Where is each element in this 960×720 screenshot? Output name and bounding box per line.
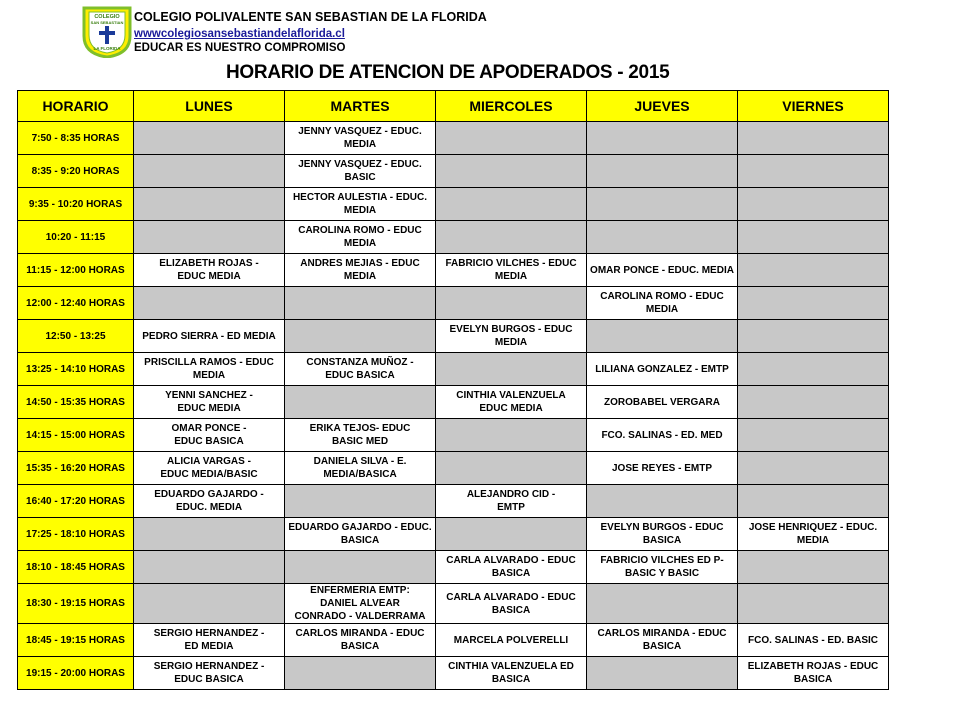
empty-slot-cell [738, 452, 889, 485]
empty-slot-cell [738, 419, 889, 452]
empty-slot-cell [134, 287, 285, 320]
time-slot-cell: 14:50 - 15:35 HORAS [18, 386, 134, 419]
teacher-slot-cell: EVELYN BURGOS - EDUC BASICA [587, 518, 738, 551]
school-website-link[interactable]: wwwcolegiosansebastiandelaflorida.cl [134, 28, 345, 40]
time-slot-cell: 12:50 - 13:25 [18, 320, 134, 353]
empty-slot-cell [738, 287, 889, 320]
time-slot-cell: 13:25 - 14:10 HORAS [18, 353, 134, 386]
logo-text-mid: SAN SEBASTIAN [90, 20, 124, 25]
empty-slot-cell [285, 551, 436, 584]
table-row [18, 188, 889, 221]
teacher-slot-cell: CARLA ALVARADO - EDUC BASICA [436, 584, 587, 624]
empty-slot-cell [134, 551, 285, 584]
teacher-slot-cell: JOSE HENRIQUEZ - EDUC. MEDIA [738, 518, 889, 551]
teacher-slot-cell: FCO. SALINAS - ED. MED [587, 419, 738, 452]
table-row [18, 452, 889, 485]
teacher-slot-cell: JENNY VASQUEZ - EDUC. BASIC [285, 155, 436, 188]
empty-slot-cell [738, 188, 889, 221]
teacher-slot-cell: CINTHIA VALENZUELA ED BASICA [436, 657, 587, 690]
teacher-slot-cell: CONSTANZA MUÑOZ - EDUC BASICA [285, 353, 436, 386]
teacher-slot-cell: CAROLINA ROMO - EDUC MEDIA [285, 221, 436, 254]
teacher-slot-cell: EVELYN BURGOS - EDUC MEDIA [436, 320, 587, 353]
time-slot-cell: 14:15 - 15:00 HORAS [18, 419, 134, 452]
empty-slot-cell [134, 188, 285, 221]
time-slot-cell: 15:35 - 16:20 HORAS [18, 452, 134, 485]
teacher-slot-cell: ELIZABETH ROJAS - EDUC MEDIA [134, 254, 285, 287]
teacher-slot-cell: HECTOR AULESTIA - EDUC. MEDIA [285, 188, 436, 221]
time-slot-cell: 9:35 - 10:20 HORAS [18, 188, 134, 221]
time-slot-cell: 12:00 - 12:40 HORAS [18, 287, 134, 320]
teacher-slot-cell: ANDRES MEJIAS - EDUC MEDIA [285, 254, 436, 287]
empty-slot-cell [436, 419, 587, 452]
empty-slot-cell [587, 320, 738, 353]
time-slot-cell: 8:35 - 9:20 HORAS [18, 155, 134, 188]
column-header-horario: HORARIO [18, 91, 134, 122]
logo-text-top: COLEGIO [94, 14, 120, 20]
teacher-slot-cell: ERIKA TEJOS- EDUC BASIC MED [285, 419, 436, 452]
teacher-slot-cell: ZOROBABEL VERGARA [587, 386, 738, 419]
empty-slot-cell [285, 485, 436, 518]
table-row [18, 221, 889, 254]
empty-slot-cell [134, 122, 285, 155]
empty-slot-cell [738, 122, 889, 155]
empty-slot-cell [436, 122, 587, 155]
empty-slot-cell [738, 386, 889, 419]
empty-slot-cell [436, 155, 587, 188]
school-name: COLEGIO POLIVALENTE SAN SEBASTIAN DE LA FLORIDA [134, 10, 487, 24]
table-row [18, 122, 889, 155]
empty-slot-cell [134, 584, 285, 624]
teacher-slot-cell: CARLOS MIRANDA - EDUC BASICA [285, 624, 436, 657]
empty-slot-cell [738, 254, 889, 287]
table-row [18, 485, 889, 518]
column-header-day: MARTES [285, 91, 436, 122]
empty-slot-cell [436, 452, 587, 485]
teacher-slot-cell: LILIANA GONZALEZ - EMTP [587, 353, 738, 386]
empty-slot-cell [738, 221, 889, 254]
table-row [18, 386, 889, 419]
empty-slot-cell [587, 221, 738, 254]
teacher-slot-cell: PRISCILLA RAMOS - EDUC MEDIA [134, 353, 285, 386]
time-slot-cell: 11:15 - 12:00 HORAS [18, 254, 134, 287]
empty-slot-cell [285, 320, 436, 353]
empty-slot-cell [436, 188, 587, 221]
school-motto: EDUCAR ES NUESTRO COMPROMISO [134, 42, 346, 54]
teacher-slot-cell: MARCELA POLVERELLI [436, 624, 587, 657]
table-row [18, 584, 889, 624]
table-row [18, 624, 889, 657]
empty-slot-cell [285, 657, 436, 690]
teacher-slot-cell: CARLA ALVARADO - EDUC BASICA [436, 551, 587, 584]
table-row [18, 353, 889, 386]
empty-slot-cell [285, 386, 436, 419]
table-row [18, 518, 889, 551]
empty-slot-cell [587, 122, 738, 155]
empty-slot-cell [285, 287, 436, 320]
empty-slot-cell [738, 320, 889, 353]
time-slot-cell: 18:10 - 18:45 HORAS [18, 551, 134, 584]
empty-slot-cell [738, 584, 889, 624]
table-row [18, 254, 889, 287]
column-header-day: LUNES [134, 91, 285, 122]
empty-slot-cell [587, 188, 738, 221]
teacher-slot-cell: SERGIO HERNANDEZ - ED MEDIA [134, 624, 285, 657]
time-slot-cell: 16:40 - 17:20 HORAS [18, 485, 134, 518]
empty-slot-cell [436, 353, 587, 386]
empty-slot-cell [436, 221, 587, 254]
teacher-slot-cell: OMAR PONCE - EDUC. MEDIA [587, 254, 738, 287]
column-header-day: VIERNES [738, 91, 889, 122]
teacher-slot-cell: JENNY VASQUEZ - EDUC. MEDIA [285, 122, 436, 155]
document-title: HORARIO DE ATENCION DE APODERADOS - 2015 [226, 62, 670, 83]
time-slot-cell: 19:15 - 20:00 HORAS [18, 657, 134, 690]
teacher-slot-cell: ALICIA VARGAS - EDUC MEDIA/BASIC [134, 452, 285, 485]
teacher-slot-cell: CARLOS MIRANDA - EDUC BASICA [587, 624, 738, 657]
column-header-day: MIERCOLES [436, 91, 587, 122]
empty-slot-cell [587, 584, 738, 624]
empty-slot-cell [738, 353, 889, 386]
logo-text-bottom: LA FLORIDA [93, 46, 121, 51]
teacher-slot-cell: YENNI SANCHEZ - EDUC MEDIA [134, 386, 285, 419]
teacher-slot-cell: EDUARDO GAJARDO - EDUC. BASICA [285, 518, 436, 551]
teacher-slot-cell: OMAR PONCE - EDUC BASICA [134, 419, 285, 452]
teacher-slot-cell: PEDRO SIERRA - ED MEDIA [134, 320, 285, 353]
time-slot-cell: 7:50 - 8:35 HORAS [18, 122, 134, 155]
empty-slot-cell [738, 551, 889, 584]
table-row [18, 419, 889, 452]
empty-slot-cell [134, 221, 285, 254]
table-row [18, 657, 889, 690]
schedule-table [17, 90, 889, 690]
table-row [18, 320, 889, 353]
empty-slot-cell [587, 485, 738, 518]
teacher-slot-cell: ALEJANDRO CID - EMTP [436, 485, 587, 518]
school-logo [82, 6, 132, 58]
empty-slot-cell [587, 657, 738, 690]
teacher-slot-cell: EDUARDO GAJARDO - EDUC. MEDIA [134, 485, 285, 518]
empty-slot-cell [587, 155, 738, 188]
time-slot-cell: 17:25 - 18:10 HORAS [18, 518, 134, 551]
column-header-day: JUEVES [587, 91, 738, 122]
teacher-slot-cell: CINTHIA VALENZUELA EDUC MEDIA [436, 386, 587, 419]
teacher-slot-cell: FABRICIO VILCHES - EDUC MEDIA [436, 254, 587, 287]
empty-slot-cell [436, 518, 587, 551]
table-row [18, 155, 889, 188]
teacher-slot-cell: FCO. SALINAS - ED. BASIC [738, 624, 889, 657]
teacher-slot-cell: CAROLINA ROMO - EDUC MEDIA [587, 287, 738, 320]
teacher-slot-cell: SERGIO HERNANDEZ - EDUC BASICA [134, 657, 285, 690]
teacher-slot-cell: FABRICIO VILCHES ED P- BASIC Y BASIC [587, 551, 738, 584]
time-slot-cell: 18:30 - 19:15 HORAS [18, 584, 134, 624]
teacher-slot-cell: ENFERMERIA EMTP: DANIEL ALVEAR CONRADO - VALDERRAMA [285, 584, 436, 624]
teacher-slot-cell: JOSE REYES - EMTP [587, 452, 738, 485]
time-slot-cell: 18:45 - 19:15 HORAS [18, 624, 134, 657]
teacher-slot-cell: DANIELA SILVA - E. MEDIA/BASICA [285, 452, 436, 485]
time-slot-cell: 10:20 - 11:15 [18, 221, 134, 254]
empty-slot-cell [436, 287, 587, 320]
table-row [18, 551, 889, 584]
empty-slot-cell [738, 485, 889, 518]
table-row [18, 287, 889, 320]
empty-slot-cell [134, 518, 285, 551]
teacher-slot-cell: ELIZABETH ROJAS - EDUC BASICA [738, 657, 889, 690]
empty-slot-cell [134, 155, 285, 188]
table-header-row [18, 91, 889, 122]
empty-slot-cell [738, 155, 889, 188]
